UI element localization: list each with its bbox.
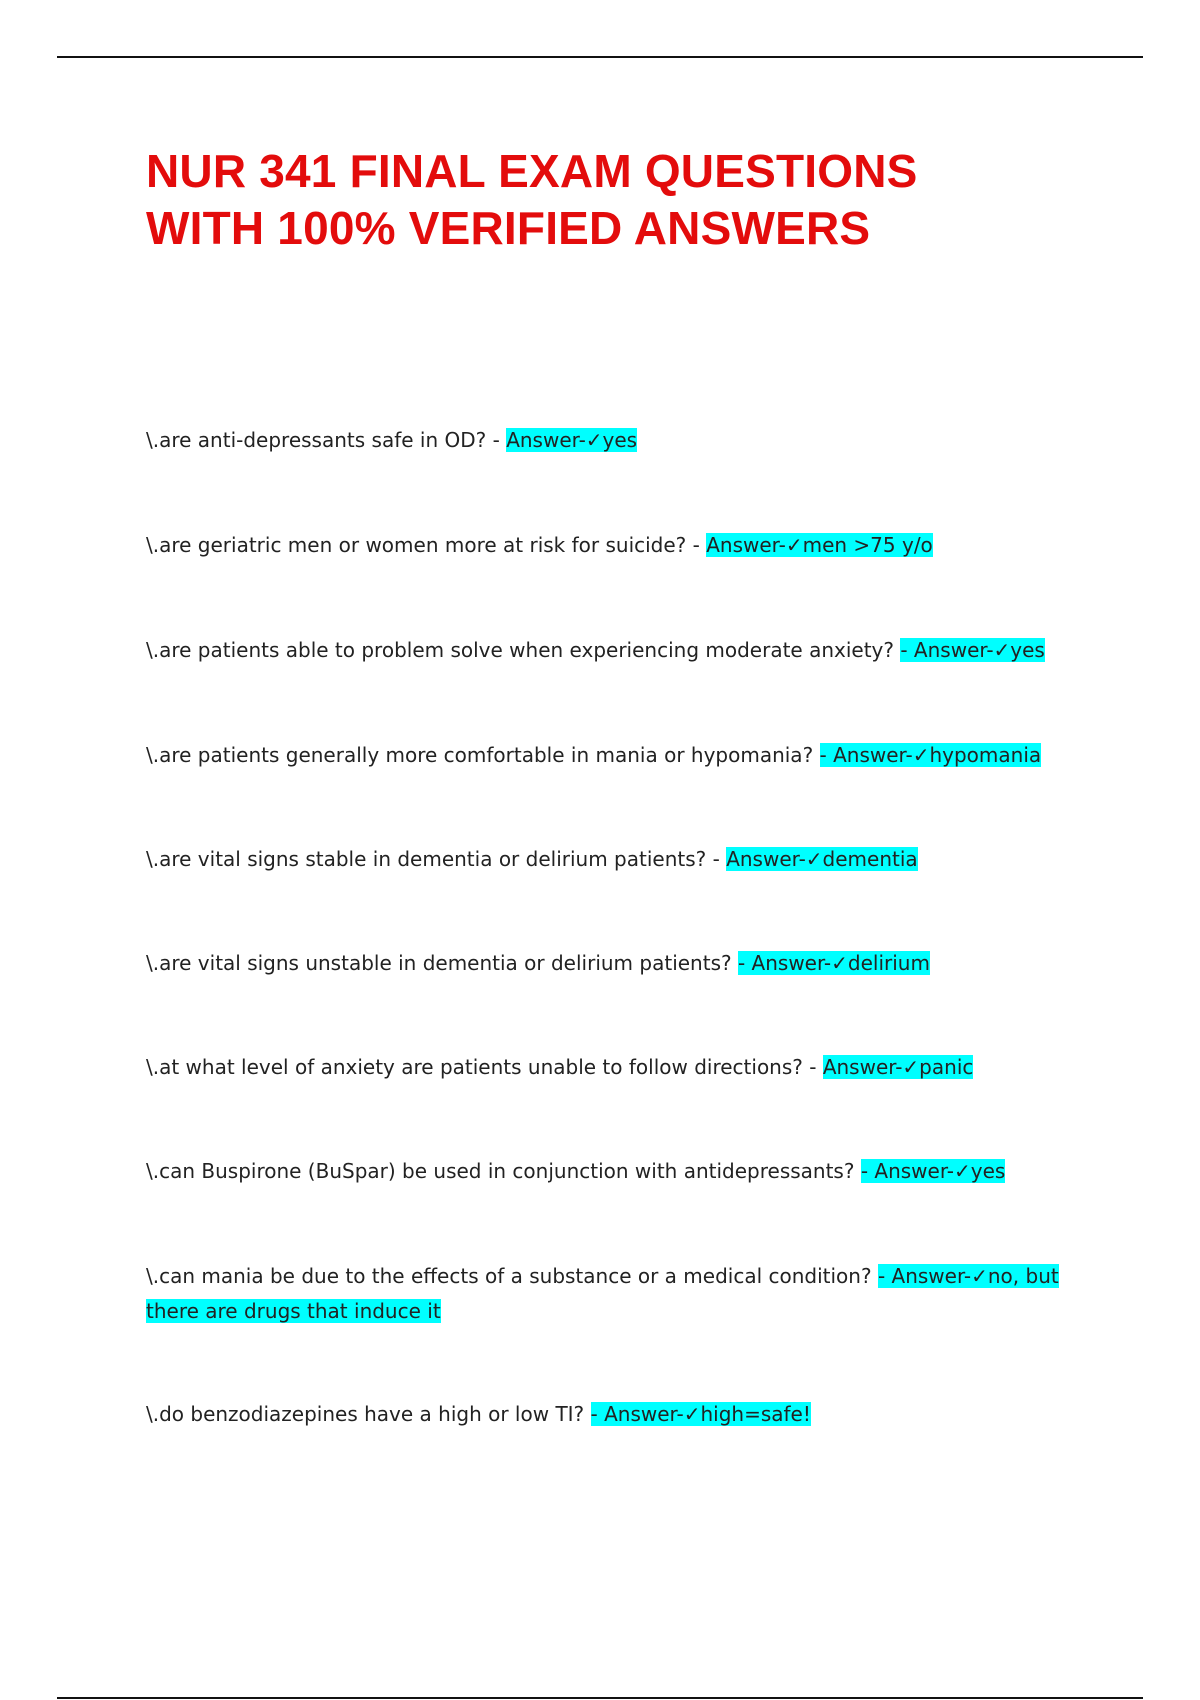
qa-item	[146, 1050, 1066, 1085]
qa-item	[146, 1154, 1066, 1189]
qa-item	[146, 738, 1066, 773]
answer-highlight: - Answer-✓delirium	[737, 951, 930, 975]
qa-item	[146, 423, 1066, 458]
answer-highlight: Answer-✓dementia	[726, 847, 918, 871]
question-text: \.are geriatric men or women more at risk for suicide? -	[146, 533, 707, 557]
answer-highlight: - Answer-✓yes	[900, 638, 1045, 662]
qa-item	[146, 842, 1066, 877]
question-text: \.are patients generally more comfortable in mania or hypomania?	[146, 743, 820, 767]
question-text: \.at what level of anxiety are patients unable to follow directions? -	[146, 1055, 823, 1079]
title-line-2: WITH 100% VERIFIED ANSWERS	[146, 202, 871, 254]
title-line-1: NUR 341 FINAL EXAM QUESTIONS	[146, 145, 918, 197]
question-text: \.are patients able to problem solve when experiencing moderate anxiety?	[146, 638, 901, 662]
question-text: \.are anti-depressants safe in OD? -	[146, 428, 507, 452]
answer-highlight: Answer-✓yes	[506, 428, 638, 452]
question-text: \.are vital signs stable in dementia or delirium patients? -	[146, 847, 727, 871]
answer-highlight: - Answer-✓high=safe!	[590, 1402, 811, 1426]
bottom-rule	[57, 1697, 1143, 1699]
answer-highlight: Answer-✓panic	[822, 1055, 974, 1079]
qa-item	[146, 633, 1066, 668]
document-title	[146, 143, 1106, 257]
top-rule	[57, 56, 1143, 58]
question-text: \.can mania be due to the effects of a substance or a medical condition?	[146, 1264, 878, 1288]
qa-item	[146, 1397, 1066, 1432]
qa-item	[146, 528, 1066, 563]
answer-highlight: - Answer-✓hypomania	[819, 743, 1042, 767]
question-text: \.are vital signs unstable in dementia or delirium patients?	[146, 951, 738, 975]
qa-item	[146, 1259, 1066, 1329]
question-text: \.can Buspirone (BuSpar) be used in conjunction with antidepressants?	[146, 1159, 861, 1183]
answer-highlight: - Answer-✓yes	[860, 1159, 1006, 1183]
answer-highlight: Answer-✓men >75 y/o	[706, 533, 933, 557]
qa-item	[146, 946, 1066, 981]
answer-highlight: - Answer-✓no, but there are drugs that induce it	[146, 1264, 1059, 1323]
question-text: \.do benzodiazepines have a high or low TI?	[146, 1402, 591, 1426]
